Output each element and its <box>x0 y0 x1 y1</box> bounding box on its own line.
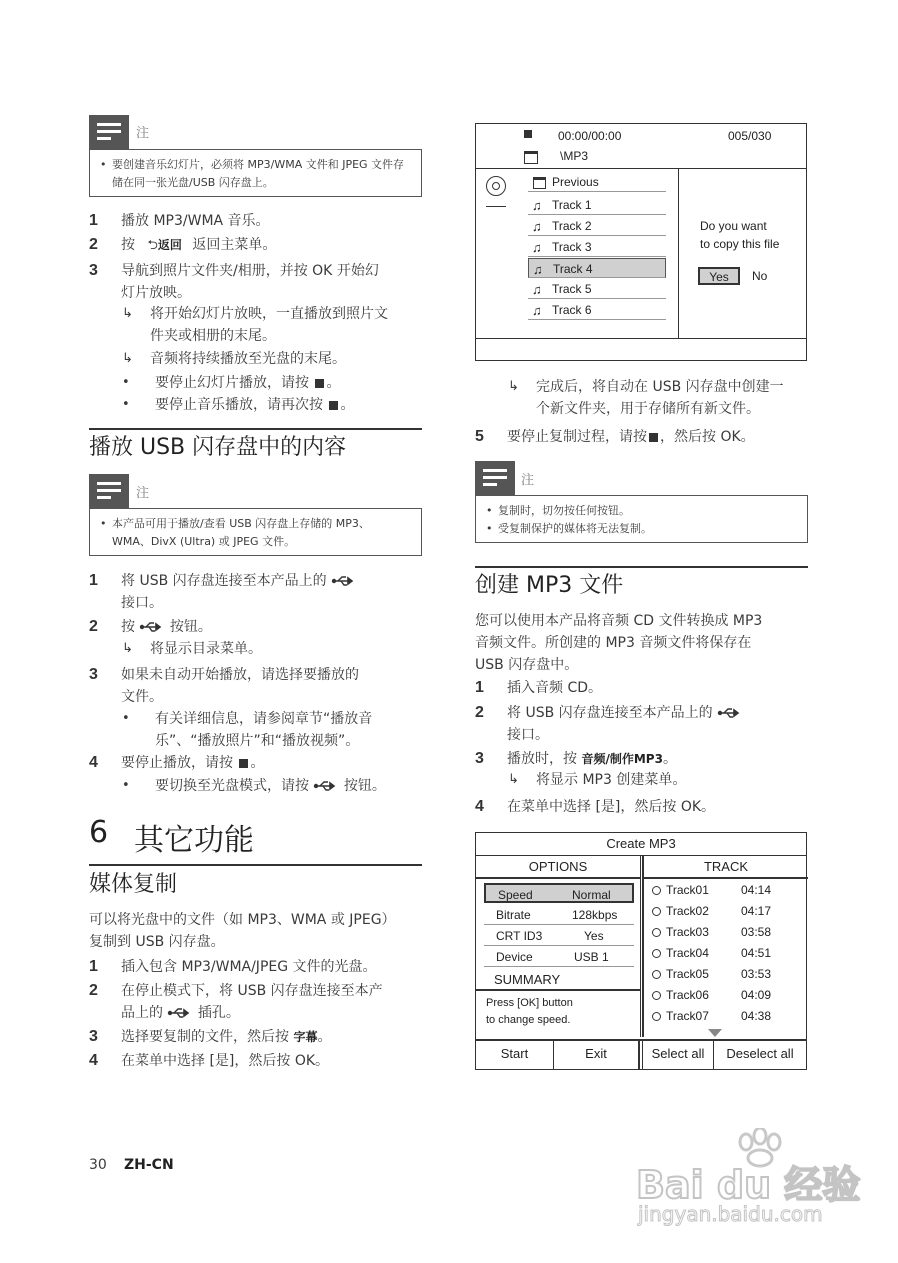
chapter-rule <box>89 864 422 866</box>
result-note: ↳ 将显示 MP3 创建菜单。 <box>508 769 808 791</box>
list-item[interactable]: ♫ Track 2 <box>528 216 666 236</box>
stop-icon <box>329 401 338 410</box>
section-heading: 媒体复制 <box>89 872 178 897</box>
usb-icon <box>139 621 165 633</box>
time-display: 00:00/00:00 <box>558 129 622 143</box>
unchecked-circle-icon <box>652 970 661 979</box>
arrow-icon: ↳ <box>122 306 133 321</box>
yes-button[interactable]: Yes <box>698 267 740 285</box>
unchecked-circle-icon <box>652 928 661 937</box>
stop-icon <box>315 379 324 388</box>
track-header: TRACK <box>642 856 808 879</box>
scroll-down-icon[interactable] <box>708 1029 722 1037</box>
note-box: • 复制时，切勿按任何按钮。 • 受复制保护的媒体将无法复制。 <box>475 495 808 543</box>
music-note-icon: ♫ <box>532 240 542 255</box>
arrow-icon: ↳ <box>508 379 519 394</box>
arrow-icon: ↳ <box>122 351 133 366</box>
music-note-icon: ♫ <box>532 219 542 234</box>
note-label: 注 <box>136 486 150 501</box>
media-intro: 可以将光盘中的文件（如 MP3、WMA 或 JPEG） 复制到 USB 闪存盘。 <box>89 912 396 950</box>
select-all-button[interactable]: Select all <box>642 1041 714 1069</box>
screen-title: Create MP3 <box>476 833 806 856</box>
note-icon <box>89 115 129 149</box>
disc-icon-center <box>492 182 500 190</box>
start-button[interactable]: Start <box>476 1041 554 1069</box>
step: 3 如果未自动开始播放，请选择要播放的 文件。 <box>89 666 359 705</box>
help-text: Press [OK] button <box>486 997 573 1009</box>
arrow-icon: ↳ <box>508 772 519 787</box>
step: 3 导航到照片文件夹/相册，并按 OK 开始幻 灯片放映。 <box>89 262 379 301</box>
unchecked-circle-icon <box>652 907 661 916</box>
confirm-prompt: to copy this file <box>700 237 780 251</box>
options-header: OPTIONS <box>476 856 641 879</box>
unchecked-circle-icon <box>652 991 661 1000</box>
usb-icon <box>167 1007 193 1019</box>
music-note-icon: ♫ <box>533 262 543 277</box>
exit-button[interactable]: Exit <box>554 1041 640 1069</box>
list-item[interactable]: ♫ Track 6 <box>528 300 666 320</box>
back-icon: ⮌ <box>147 238 158 253</box>
track-row[interactable]: Track01 04:14 <box>652 882 802 903</box>
bullet: • 要停止音乐播放，请再次按 。 <box>122 397 355 413</box>
note-box: • 本产品可用于播放/查看 USB 闪存盘上存储的 MP3、 WMA、DivX (Ultra) 或 JPEG 文件。 <box>89 508 422 556</box>
summary-header: SUMMARY <box>476 969 640 991</box>
step: 3 播放时，按 音频/制作MP3。 <box>475 750 677 767</box>
help-text: to change speed. <box>486 1014 571 1026</box>
language-code: ZH-CN <box>124 1157 174 1173</box>
step: 4 在菜单中选择 [是]，然后按 OK。 <box>89 1052 330 1069</box>
folder-icon <box>524 151 538 164</box>
step: 4 要停止播放，请按 。 <box>89 754 265 771</box>
section-heading: 播放 USB 闪存盘中的内容 <box>89 435 347 460</box>
file-count: 005/030 <box>728 129 772 143</box>
step: 2 将 USB 闪存盘连接至本产品上的 接口。 <box>475 702 815 746</box>
option-row-bitrate[interactable]: Bitrate 128kbps <box>484 905 634 925</box>
stop-icon <box>649 433 658 442</box>
create-mp3-screen <box>475 832 807 1070</box>
button-bar <box>476 1039 806 1071</box>
step: 2 按 ⮌返回 返回主菜单。 <box>89 236 277 253</box>
chapter-number: 6 <box>89 815 109 850</box>
page-number: 30 <box>89 1157 107 1173</box>
list-item[interactable]: ♫ Track 1 <box>528 195 666 215</box>
track-row[interactable]: Track06 04:09 <box>652 987 802 1008</box>
track-row[interactable]: Track03 03:58 <box>652 924 802 945</box>
track-row[interactable]: Track07 04:38 <box>652 1008 802 1029</box>
options-panel <box>476 879 641 1037</box>
list-item[interactable]: ♫ Track 3 <box>528 237 666 257</box>
list-item[interactable]: ♫ Track 5 <box>528 279 666 299</box>
folder-path: \MP3 <box>560 149 589 163</box>
music-note-icon: ♫ <box>532 303 542 318</box>
section-heading: 创建 MP3 文件 <box>475 573 624 598</box>
step: 1 将 USB 闪存盘连接至本产品上的 接口。 <box>89 570 429 614</box>
step: 4 在菜单中选择 [是]，然后按 OK。 <box>475 798 716 815</box>
result-note: ↳ 将显示目录菜单。 <box>122 638 422 660</box>
track-row[interactable]: Track04 04:51 <box>652 945 802 966</box>
file-list-panel <box>476 168 679 339</box>
bullet: • 要停止幻灯片播放，请按 。 <box>122 375 341 391</box>
unchecked-circle-icon <box>652 886 661 895</box>
note-icon <box>89 474 129 508</box>
note-icon <box>475 461 515 495</box>
bullet: • 有关详细信息，请参阅章节“播放音 乐”、“播放照片”和“播放视频”。 <box>122 711 373 749</box>
note-label: 注 <box>136 126 150 141</box>
usb-icon <box>717 707 743 719</box>
option-row-speed[interactable]: Speed Normal <box>484 883 634 903</box>
folder-icon <box>533 177 546 189</box>
unchecked-circle-icon <box>652 949 661 958</box>
step: 1 播放 MP3/WMA 音乐。 <box>89 212 270 229</box>
step: 3 选择要复制的文件，然后按 字幕。 <box>89 1028 332 1045</box>
music-note-icon: ♫ <box>532 198 542 213</box>
unchecked-circle-icon <box>652 1012 661 1021</box>
watermark-url: jingyan.baidu.com <box>638 1202 823 1226</box>
tracks-panel <box>642 879 808 1037</box>
result-note: ↳ 完成后，将自动在 USB 闪存盘中创建一 个新文件夹，用于存储所有新文件。 <box>508 376 808 420</box>
step: 5 要停止复制过程，请按 ，然后按 OK。 <box>475 428 755 445</box>
step: 2 在停止模式下，将 USB 闪存盘连接至本产 品上的 插孔。 <box>89 982 383 1021</box>
step: 2 按 按钮。 <box>89 618 212 635</box>
no-button[interactable]: No <box>752 269 768 283</box>
mp3-intro: 您可以使用本产品将音频 CD 文件转换成 MP3 音频文件。所创建的 MP3 音频文件将保存在 USB 闪存盘中。 <box>475 613 763 673</box>
option-row-device[interactable]: Device USB 1 <box>484 947 634 967</box>
watermark-logo <box>636 1150 861 1230</box>
track-row[interactable]: Track02 04:17 <box>652 903 802 924</box>
bullet: • 要切换至光盘模式，请按 按钮。 <box>122 778 386 794</box>
deselect-all-button[interactable]: Deselect all <box>726 1046 794 1061</box>
note-label: 注 <box>521 473 535 488</box>
note-text: 要创建音乐幻灯片，必须将 MP3/WMA 文件和 JPEG 文件存储在同一张光盘/USB 闪存盘上。 <box>112 158 405 189</box>
list-item-selected[interactable]: ♫ Track 4 <box>528 258 666 278</box>
watermark-text: Bai du 经验 <box>636 1163 861 1207</box>
confirm-panel <box>678 168 806 339</box>
note-box: • 要创建音乐幻灯片，必须将 MP3/WMA 文件和 JPEG 文件存储在同一张光盘/USB 闪存盘上。 <box>89 149 422 197</box>
arrow-icon: ↳ <box>122 641 133 656</box>
stop-icon <box>524 130 532 138</box>
step: 1 插入音频 CD。 <box>475 679 603 696</box>
result-note: ↳ 将开始幻灯片放映，一直播放到照片文 件夹或相册的末尾。 <box>122 303 422 347</box>
result-note: ↳ 音频将持续播放至光盘的末尾。 <box>122 348 422 370</box>
stop-icon <box>239 759 248 768</box>
confirm-prompt: Do you want <box>700 219 767 233</box>
usb-icon <box>331 575 357 587</box>
track-row[interactable]: Track05 03:53 <box>652 966 802 987</box>
option-row-id3[interactable]: CRT ID3 Yes <box>484 926 634 946</box>
list-item[interactable]: Previous <box>528 172 666 192</box>
usb-icon <box>313 780 339 792</box>
status-bar <box>476 124 806 169</box>
chapter-title: 其它功能 <box>134 823 254 858</box>
music-note-icon: ♫ <box>532 282 542 297</box>
step: 1 插入包含 MP3/WMA/JPEG 文件的光盘。 <box>89 958 377 975</box>
copy-file-screen <box>475 123 807 361</box>
